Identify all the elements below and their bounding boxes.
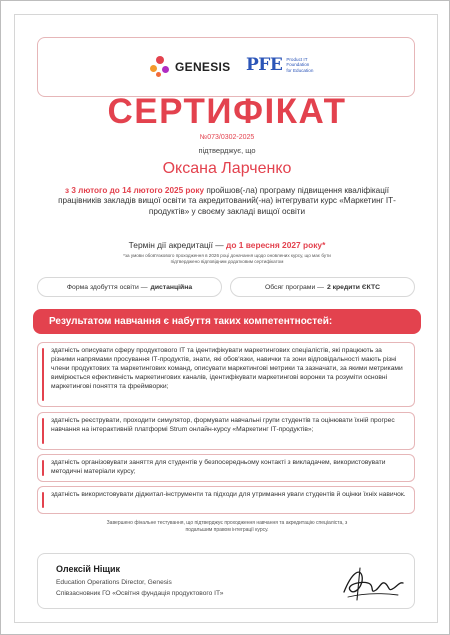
certificate-description [43, 186, 411, 217]
recipient-name: Оксана Ларченко [162, 160, 292, 177]
accreditation-label: Термін дії акредитації — [128, 240, 224, 250]
genesis-logo [150, 56, 230, 78]
certificate-title: СЕРТИФІКАТ [107, 92, 347, 131]
signatory-role: Education Operations Director, Genesis [56, 579, 172, 586]
handwritten-signature [340, 562, 406, 602]
pfe-logo-mark: PFE [246, 55, 283, 75]
competency-item: здатність організовувати заняття для студентів у безпосередньому контакті з викладачем, використовувати методичні матеріали курсу; [37, 454, 415, 482]
competencies-banner: Результатом навчання є набуття таких компетентностей: [33, 309, 421, 334]
study-form-value: дистанційна [150, 283, 193, 291]
pfe-logo [246, 55, 313, 75]
genesis-name: GENESIS [175, 60, 231, 74]
study-form-pill [37, 277, 222, 297]
pfe-text-line: Foundation [286, 62, 310, 68]
competency-item: здатність описувати сферу продуктового ІТ та ідентифікувати маркетингових спеціалістів, які працюють за різними напрямами просування ІТ-продуктів, знати, які обов'язки, навички та зони відповідальності мають різні члени продуктових та маркетингових команд, описувати маркетингові метрики та зазначати, за якими метриками вимірюється ефективність маркетингових каналів, ідентифікувати маркетингові воронки та розуміти основні маркетингові поняття та фреймворки; [37, 342, 415, 407]
confirms-text: підтверджує, що [198, 146, 256, 155]
pfe-text-line: for Education [286, 67, 314, 73]
pfe-text-line: Product IT [286, 56, 308, 62]
course-description: пройшов(-ла) програму підвищення кваліфікації працівників закладів вищої освіти та акредитований(-на) інтегрувати курс «Маркетинг ІТ-продуктів» у своєму закладі вищої освіти [58, 186, 396, 216]
accreditation-date: до 1 вересня 2027 року* [226, 240, 326, 250]
program-volume-value: 2 кредити ЄКТС [326, 283, 381, 291]
testing-footnote: Завершено фінальне тестування, що підтверджує проходження навчання та акредитацію спеціаліста, з подальшим правом інтеграції курсу. [106, 520, 348, 533]
signature-block [37, 553, 415, 609]
competency-item: здатність використовувати діджитал-інструменти та підходи для утримання уваги студентів й оцінки їхніх навичок. [37, 486, 415, 514]
genesis-dots-icon [150, 56, 172, 78]
study-form-label: Форма здобуття освіти — [66, 283, 148, 291]
certificate-number: №073/0302-2025 [199, 134, 255, 141]
pfe-logo-text [286, 57, 313, 73]
program-volume-pill [230, 277, 415, 297]
logo-header [37, 37, 415, 97]
program-volume-label: Обсяг програми — [264, 283, 324, 291]
accreditation-term [15, 240, 439, 250]
competency-item: здатність реєструвати, проходити симулятор, формувати навчальні групи студентів та оцінювати їхній прогрес навчання на інтерактивній платформі Strum онлайн-курсу «Маркетинг ІТ-продуктів»; [37, 412, 415, 450]
course-dates: з 3 лютого до 14 лютого 2025 року [64, 186, 205, 195]
signatory-name: Олексій Ніщик [56, 564, 121, 574]
signatory-founder: Співзасновник ГО «Освітня фундація продуктового ІТ» [56, 590, 224, 597]
certificate-page [14, 14, 438, 623]
accreditation-note: *за умови обов'язкового проходження в 2026 році доначання щодо оновлених курсу, що має бути підтверджено відповідним додатковим сертифікатом [123, 253, 331, 264]
